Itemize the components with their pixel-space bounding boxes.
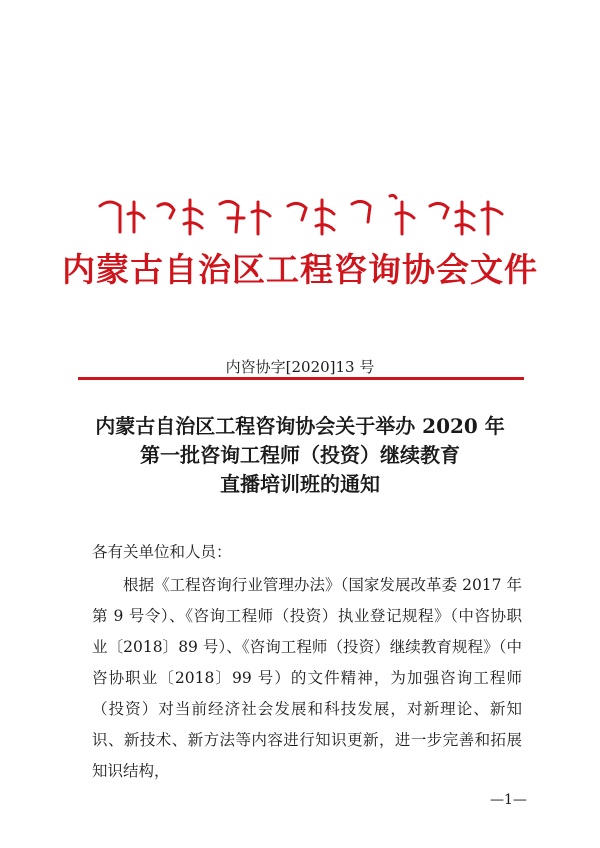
red-header-divider [78, 377, 524, 380]
document-header-title: 内蒙古自治区工程咨询协会文件 [62, 250, 538, 289]
notice-title-line-1: 内蒙古自治区工程咨询协会关于举办 2020 年 [95, 414, 505, 438]
salutation: 各有关单位和人员： [92, 543, 232, 561]
notice-title [0, 412, 600, 499]
notice-title-line-3: 直播培训班的通知 [220, 472, 380, 496]
notice-title-line-2: 第一批咨询工程师（投资）继续教育 [140, 443, 460, 467]
document-number: 内咨协字[2020]13 号 [225, 358, 375, 376]
mongolian-script-header [98, 192, 508, 240]
body-paragraph: 根据《工程咨询行业管理办法》（国家发展改革委 2017 年第 9 号令）、《咨询工程师（投资）执业登记规程》（中咨协职业〔2018〕89 号）、《咨询工程师（投资）继续教育规程》（中咨协职业〔2018〕99 号）的文件精神，为加强咨询工程师（投资）对当前经济社会发展和科技发展，对新理论、新知识、新技术、新方法等内容进行知识更新，进一步完善和拓展知识结构， [92, 576, 522, 780]
page-number: —1— [490, 792, 527, 808]
